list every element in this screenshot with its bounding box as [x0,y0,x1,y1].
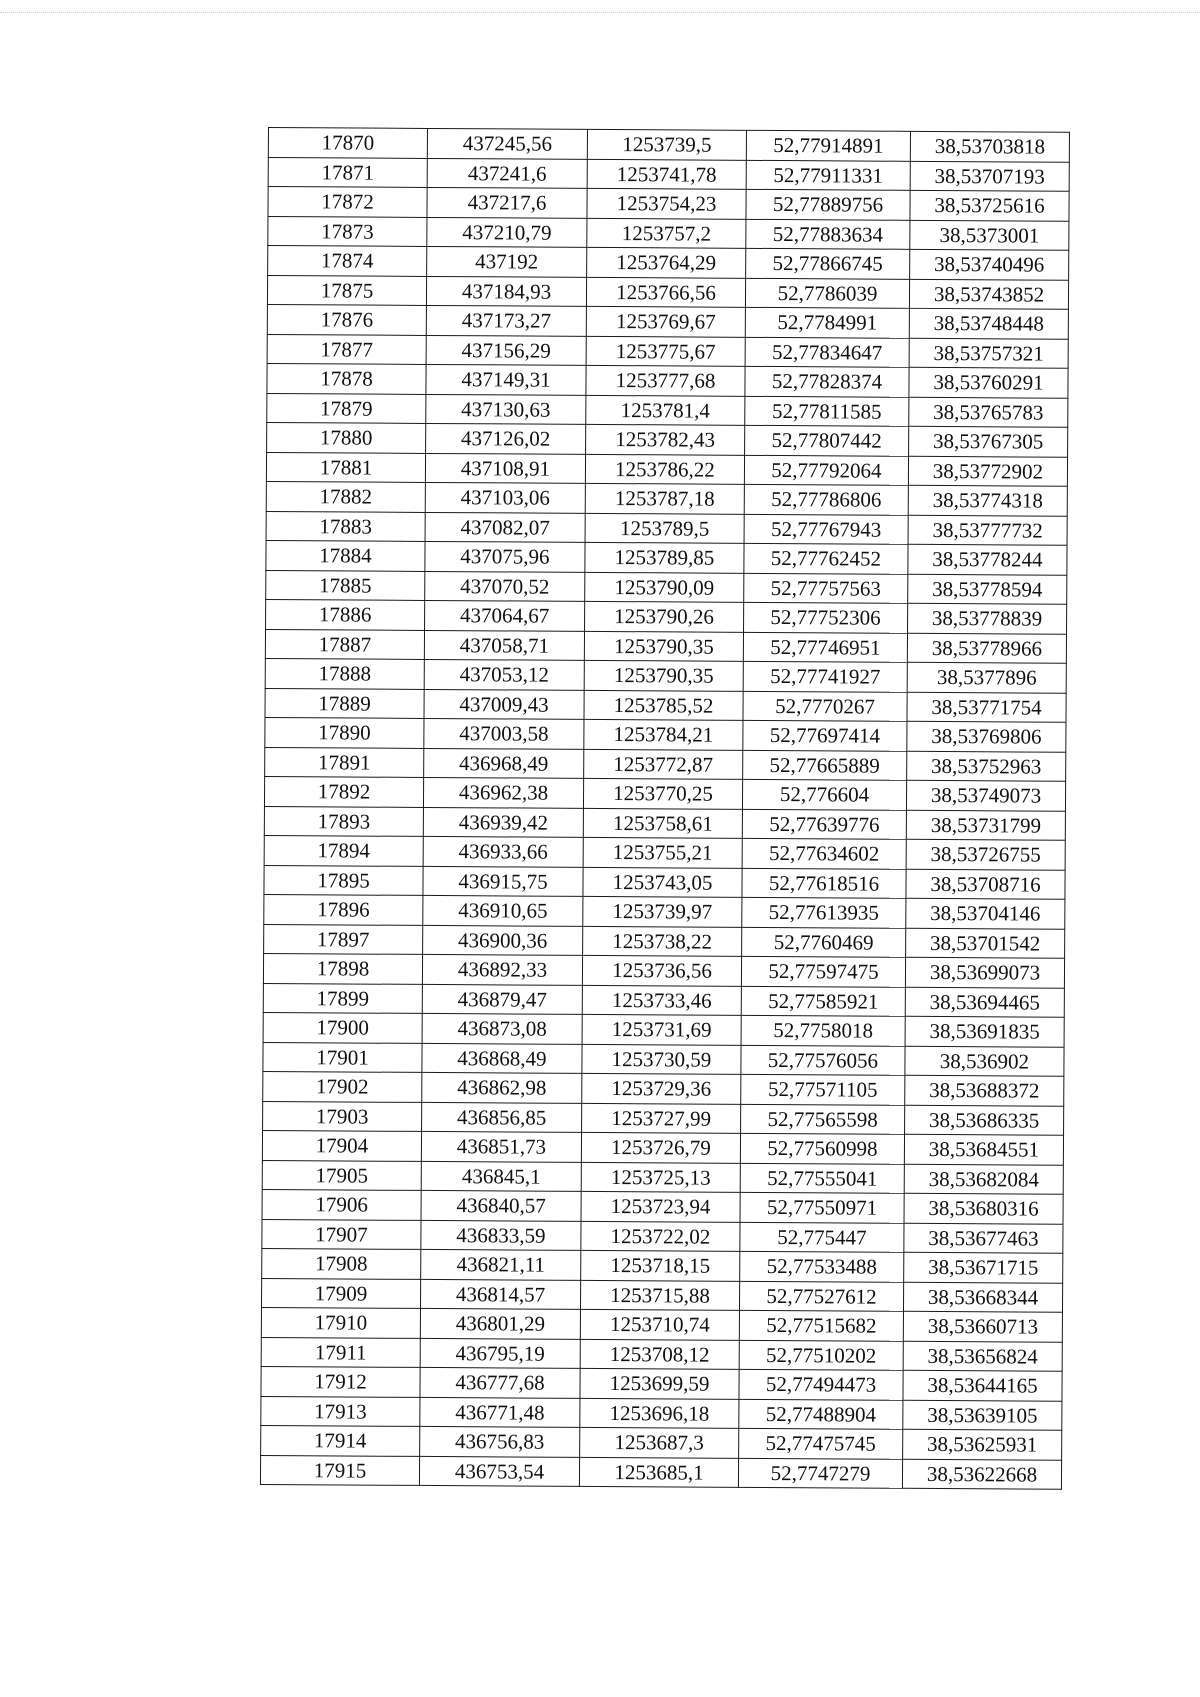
y-coordinate-cell: 1253725,13 [581,1162,740,1192]
latitude-cell: 52,7786039 [745,278,909,308]
point-number-cell: 17891 [265,747,424,777]
x-coordinate-cell: 437003,58 [424,718,584,748]
point-number-cell: 17879 [267,393,426,423]
latitude-cell: 52,77914891 [746,130,910,160]
latitude-cell: 52,776604 [742,779,906,809]
x-coordinate-cell: 436756,83 [420,1426,580,1456]
table-row [267,334,1068,368]
latitude-cell: 52,77571105 [741,1074,905,1104]
point-number-cell: 17912 [261,1366,420,1396]
y-coordinate-cell: 1253710,74 [580,1309,739,1339]
point-number-cell: 17914 [261,1425,420,1455]
table-row [268,187,1069,221]
point-number-cell: 17905 [262,1160,421,1190]
latitude-cell: 52,77475745 [739,1428,903,1458]
y-coordinate-cell: 1253786,22 [585,454,744,484]
latitude-cell: 52,77752306 [744,602,908,632]
point-number-cell: 17904 [262,1130,421,1160]
x-coordinate-cell: 436845,1 [421,1161,581,1191]
x-coordinate-cell: 436939,42 [423,807,583,837]
longitude-cell: 38,53701542 [906,928,1065,958]
longitude-cell: 38,5373001 [910,220,1069,250]
y-coordinate-cell: 1253770,25 [583,778,742,808]
latitude-cell: 52,775447 [740,1222,904,1252]
latitude-cell: 52,77786806 [744,484,908,514]
latitude-cell: 52,77634602 [742,838,906,868]
point-number-cell: 17907 [262,1219,421,1249]
x-coordinate-cell: 436862,98 [422,1072,582,1102]
point-number-cell: 17900 [263,1012,422,1042]
table-row [267,422,1068,456]
y-coordinate-cell: 1253738,22 [583,926,742,956]
y-coordinate-cell: 1253769,67 [586,306,745,336]
longitude-cell: 38,53757321 [909,338,1068,368]
x-coordinate-cell: 436910,65 [423,895,583,925]
y-coordinate-cell: 1253758,61 [583,808,742,838]
point-number-cell: 17899 [263,983,422,1013]
point-number-cell: 17887 [265,629,424,659]
point-number-cell: 17886 [266,599,425,629]
x-coordinate-cell: 436968,49 [424,748,584,778]
longitude-cell: 38,53778839 [908,603,1067,633]
x-coordinate-cell: 436933,66 [423,836,583,866]
y-coordinate-cell: 1253733,46 [582,985,741,1015]
point-number-cell: 17870 [268,128,427,158]
table-row [268,216,1069,250]
longitude-cell: 38,53774318 [908,485,1067,515]
y-coordinate-cell: 1253699,59 [580,1368,739,1398]
x-coordinate-cell: 436795,19 [420,1338,580,1368]
table-row [266,540,1067,574]
y-coordinate-cell: 1253726,79 [581,1132,740,1162]
table-row [263,1101,1064,1135]
longitude-cell: 38,53686335 [905,1105,1064,1135]
point-number-cell: 17877 [267,334,426,364]
latitude-cell: 52,77527612 [739,1281,903,1311]
table-row [264,865,1065,899]
y-coordinate-cell: 1253731,69 [582,1014,741,1044]
latitude-cell: 52,77665889 [743,750,907,780]
longitude-cell: 38,53725616 [910,190,1069,220]
x-coordinate-cell: 437130,63 [426,394,586,424]
latitude-cell: 52,77767943 [744,514,908,544]
y-coordinate-cell: 1253743,05 [583,867,742,897]
longitude-cell: 38,53769806 [907,721,1066,751]
table-row [261,1425,1062,1459]
longitude-cell: 38,53680316 [904,1193,1063,1223]
x-coordinate-cell: 437173,27 [426,305,586,335]
longitude-cell: 38,53622668 [902,1459,1061,1489]
table-row [268,128,1069,162]
x-coordinate-cell: 436821,11 [421,1249,581,1279]
point-number-cell: 17898 [263,953,422,983]
latitude-cell: 52,77565598 [741,1104,905,1134]
x-coordinate-cell: 437210,79 [427,217,587,247]
longitude-cell: 38,53708716 [906,869,1065,899]
point-number-cell: 17871 [268,157,427,187]
x-coordinate-cell: 436801,29 [420,1308,580,1338]
longitude-cell: 38,53771754 [907,692,1066,722]
point-number-cell: 17894 [264,835,423,865]
latitude-cell: 52,7784991 [745,307,909,337]
y-coordinate-cell: 1253708,12 [580,1339,739,1369]
y-coordinate-cell: 1253741,78 [587,159,746,189]
y-coordinate-cell: 1253687,3 [580,1427,739,1457]
longitude-cell: 38,53777732 [908,515,1067,545]
longitude-cell: 38,53752963 [907,751,1066,781]
table-row [262,1130,1063,1164]
x-coordinate-cell: 436900,36 [423,925,583,955]
point-number-cell: 17885 [266,570,425,600]
x-coordinate-cell: 436856,85 [422,1102,582,1132]
y-coordinate-cell: 1253775,67 [586,336,745,366]
longitude-cell: 38,53778594 [908,574,1067,604]
x-coordinate-cell: 436753,54 [419,1456,579,1486]
point-number-cell: 17896 [264,894,423,924]
point-number-cell: 17911 [261,1337,420,1367]
point-number-cell: 17874 [268,246,427,276]
table-row [265,717,1066,751]
longitude-cell: 38,53748448 [909,308,1068,338]
point-number-cell: 17883 [266,511,425,541]
table-row [261,1337,1062,1371]
table-row [268,246,1069,280]
latitude-cell: 52,77834647 [745,337,909,367]
table-row [266,599,1067,633]
y-coordinate-cell: 1253781,4 [586,395,745,425]
x-coordinate-cell: 436771,48 [420,1397,580,1427]
table-row [266,481,1067,515]
table-row [265,658,1066,692]
latitude-cell: 52,77757563 [744,573,908,603]
point-number-cell: 17906 [262,1189,421,1219]
latitude-cell: 52,77597475 [741,956,905,986]
longitude-cell: 38,53639105 [903,1400,1062,1430]
x-coordinate-cell: 437053,12 [424,659,584,689]
y-coordinate-cell: 1253784,21 [584,719,743,749]
longitude-cell: 38,53699073 [905,957,1064,987]
latitude-cell: 52,7747279 [738,1458,902,1488]
point-number-cell: 17902 [263,1071,422,1101]
latitude-cell: 52,77697414 [743,720,907,750]
scan-edge-line [0,12,1200,13]
y-coordinate-cell: 1253777,68 [586,365,745,395]
x-coordinate-cell: 437149,31 [426,364,586,394]
longitude-cell: 38,5377896 [907,662,1066,692]
x-coordinate-cell: 436814,57 [420,1279,580,1309]
latitude-cell: 52,77889756 [746,189,910,219]
y-coordinate-cell: 1253764,29 [587,247,746,277]
x-coordinate-cell: 436915,75 [423,866,583,896]
table-row [264,806,1065,840]
y-coordinate-cell: 1253785,52 [584,690,743,720]
longitude-cell: 38,53765783 [909,397,1068,427]
longitude-cell: 38,53707193 [910,161,1069,191]
x-coordinate-cell: 437009,43 [424,689,584,719]
y-coordinate-cell: 1253739,5 [587,129,746,159]
table-row [261,1366,1062,1400]
y-coordinate-cell: 1253736,56 [582,955,741,985]
longitude-cell: 38,53778244 [908,544,1067,574]
x-coordinate-cell: 437192 [427,246,587,276]
latitude-cell: 52,77555041 [740,1163,904,1193]
latitude-cell: 52,77585921 [741,986,905,1016]
longitude-cell: 38,53703818 [910,131,1069,161]
longitude-cell: 38,53726755 [906,839,1065,869]
latitude-cell: 52,77515682 [739,1310,903,1340]
coordinates-table-body [260,128,1069,1490]
table-row [263,983,1064,1017]
table-row [267,304,1068,338]
y-coordinate-cell: 1253757,2 [587,218,746,248]
x-coordinate-cell: 436892,33 [422,954,582,984]
x-coordinate-cell: 437108,91 [425,453,585,483]
y-coordinate-cell: 1253754,23 [587,188,746,218]
latitude-cell: 52,77613935 [742,897,906,927]
table-row [262,1219,1063,1253]
x-coordinate-cell: 436833,59 [421,1220,581,1250]
table-row [261,1307,1062,1341]
table-row [267,393,1068,427]
latitude-cell: 52,7758018 [741,1015,905,1045]
y-coordinate-cell: 1253739,97 [583,896,742,926]
point-number-cell: 17903 [263,1101,422,1131]
table-row [263,1071,1064,1105]
point-number-cell: 17872 [268,187,427,217]
latitude-cell: 52,7770267 [743,691,907,721]
table-row [268,157,1069,191]
x-coordinate-cell: 436873,08 [422,1013,582,1043]
x-coordinate-cell: 436868,49 [422,1043,582,1073]
latitude-cell: 52,77618516 [742,868,906,898]
table-row [267,363,1068,397]
point-number-cell: 17888 [265,658,424,688]
x-coordinate-cell: 437217,6 [427,187,587,217]
table-row [266,452,1067,486]
latitude-cell: 52,77741927 [743,661,907,691]
x-coordinate-cell: 436840,57 [421,1190,581,1220]
y-coordinate-cell: 1253727,99 [582,1103,741,1133]
y-coordinate-cell: 1253723,94 [581,1191,740,1221]
latitude-cell: 52,7760469 [742,927,906,957]
point-number-cell: 17913 [261,1396,420,1426]
x-coordinate-cell: 437064,67 [425,600,585,630]
longitude-cell: 38,53671715 [904,1252,1063,1282]
longitude-cell: 38,53749073 [906,780,1065,810]
y-coordinate-cell: 1253766,56 [586,277,745,307]
longitude-cell: 38,53688372 [905,1075,1064,1105]
x-coordinate-cell: 437245,56 [427,128,587,158]
y-coordinate-cell: 1253790,35 [584,660,743,690]
point-number-cell: 17880 [267,422,426,452]
longitude-cell: 38,53743852 [909,279,1068,309]
point-number-cell: 17893 [264,806,423,836]
latitude-cell: 52,77488904 [739,1399,903,1429]
longitude-cell: 38,53772902 [908,456,1067,486]
x-coordinate-cell: 437126,02 [426,423,586,453]
table-row [267,275,1068,309]
longitude-cell: 38,53731799 [906,810,1065,840]
table-row [263,953,1064,987]
latitude-cell: 52,77883634 [746,219,910,249]
latitude-cell: 52,77762452 [744,543,908,573]
y-coordinate-cell: 1253787,18 [585,483,744,513]
latitude-cell: 52,77639776 [742,809,906,839]
x-coordinate-cell: 437241,6 [427,158,587,188]
table-row [262,1248,1063,1282]
longitude-cell: 38,53704146 [906,898,1065,928]
longitude-cell: 38,53694465 [905,987,1064,1017]
longitude-cell: 38,53682084 [904,1164,1063,1194]
longitude-cell: 38,53644165 [903,1370,1062,1400]
y-coordinate-cell: 1253789,5 [585,513,744,543]
y-coordinate-cell: 1253789,85 [585,542,744,572]
point-number-cell: 17875 [267,275,426,305]
y-coordinate-cell: 1253755,21 [583,837,742,867]
table-row [261,1396,1062,1430]
point-number-cell: 17873 [268,216,427,246]
x-coordinate-cell: 437156,29 [426,335,586,365]
point-number-cell: 17876 [267,304,426,334]
table-row [262,1160,1063,1194]
latitude-cell: 52,77746951 [743,632,907,662]
y-coordinate-cell: 1253715,88 [580,1280,739,1310]
table-row [263,1042,1064,1076]
x-coordinate-cell: 437075,96 [425,541,585,571]
x-coordinate-cell: 436962,38 [423,777,583,807]
point-number-cell: 17884 [266,540,425,570]
y-coordinate-cell: 1253722,02 [581,1221,740,1251]
latitude-cell: 52,77576056 [741,1045,905,1075]
x-coordinate-cell: 436777,68 [420,1367,580,1397]
table-row [264,835,1065,869]
point-number-cell: 17890 [265,717,424,747]
latitude-cell: 52,77560998 [740,1133,904,1163]
longitude-cell: 38,53625931 [903,1429,1062,1459]
latitude-cell: 52,77510202 [739,1340,903,1370]
table-row [260,1455,1061,1489]
y-coordinate-cell: 1253772,87 [584,749,743,779]
latitude-cell: 52,77533488 [740,1251,904,1281]
table-row [264,894,1065,928]
latitude-cell: 52,77911331 [746,160,910,190]
table-row [265,688,1066,722]
table-row [266,511,1067,545]
x-coordinate-cell: 437082,07 [425,512,585,542]
longitude-cell: 38,53760291 [909,367,1068,397]
point-number-cell: 17909 [261,1278,420,1308]
latitude-cell: 52,77811585 [745,396,909,426]
y-coordinate-cell: 1253685,1 [579,1457,738,1487]
latitude-cell: 52,77792064 [744,455,908,485]
longitude-cell: 38,53660713 [903,1311,1062,1341]
x-coordinate-cell: 436851,73 [421,1131,581,1161]
point-number-cell: 17892 [264,776,423,806]
y-coordinate-cell: 1253729,36 [582,1073,741,1103]
table-row [265,747,1066,781]
coordinates-table [260,127,1070,1490]
y-coordinate-cell: 1253730,59 [582,1044,741,1074]
table-row [261,1278,1062,1312]
y-coordinate-cell: 1253790,09 [585,572,744,602]
point-number-cell: 17889 [265,688,424,718]
longitude-cell: 38,53677463 [904,1223,1063,1253]
longitude-cell: 38,53778966 [907,633,1066,663]
table-row [265,629,1066,663]
y-coordinate-cell: 1253790,26 [585,601,744,631]
y-coordinate-cell: 1253782,43 [586,424,745,454]
longitude-cell: 38,53656824 [903,1341,1062,1371]
table-row [266,570,1067,604]
point-number-cell: 17901 [263,1042,422,1072]
y-coordinate-cell: 1253696,18 [580,1398,739,1428]
point-number-cell: 17908 [262,1248,421,1278]
table-row [263,1012,1064,1046]
point-number-cell: 17878 [267,363,426,393]
latitude-cell: 52,77807442 [745,425,909,455]
longitude-cell: 38,53668344 [903,1282,1062,1312]
point-number-cell: 17915 [260,1455,419,1485]
x-coordinate-cell: 437070,52 [425,571,585,601]
longitude-cell: 38,53740496 [910,249,1069,279]
x-coordinate-cell: 437103,06 [425,482,585,512]
latitude-cell: 52,77494473 [739,1369,903,1399]
latitude-cell: 52,77828374 [745,366,909,396]
longitude-cell: 38,53691835 [905,1016,1064,1046]
table-row [262,1189,1063,1223]
latitude-cell: 52,77550971 [740,1192,904,1222]
latitude-cell: 52,77866745 [746,248,910,278]
table-row [264,776,1065,810]
point-number-cell: 17897 [264,924,423,954]
y-coordinate-cell: 1253718,15 [581,1250,740,1280]
y-coordinate-cell: 1253790,35 [584,631,743,661]
point-number-cell: 17882 [266,481,425,511]
longitude-cell: 38,536902 [905,1046,1064,1076]
x-coordinate-cell: 437058,71 [424,630,584,660]
x-coordinate-cell: 437184,93 [426,276,586,306]
point-number-cell: 17895 [264,865,423,895]
x-coordinate-cell: 436879,47 [422,984,582,1014]
longitude-cell: 38,53767305 [909,426,1068,456]
table-row [264,924,1065,958]
point-number-cell: 17881 [266,452,425,482]
longitude-cell: 38,53684551 [904,1134,1063,1164]
point-number-cell: 17910 [261,1307,420,1337]
